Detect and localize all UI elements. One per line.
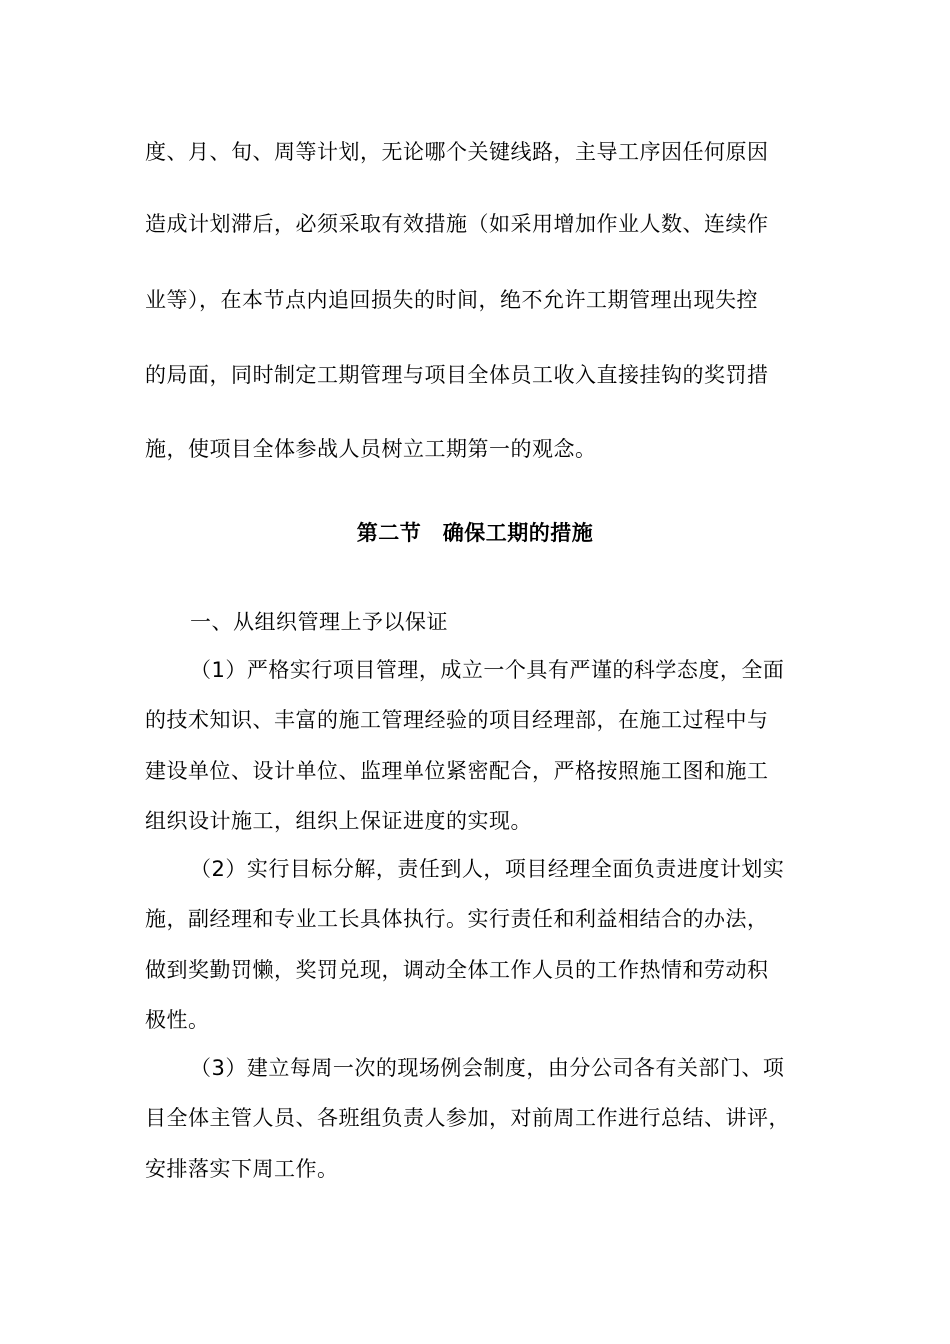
- item1-line: （1）严格实行项目管理，成立一个具有严谨的科学态度，全面: [190, 658, 785, 682]
- paragraph-line: 业等），在本节点内追回损失的时间，绝不允许工期管理出现失控: [145, 288, 758, 312]
- section-title: 第二节 确保工期的措施: [356, 521, 594, 545]
- item3-line: 目全体主管人员、各班组负责人参加，对前周工作进行总结、讲评，: [145, 1106, 790, 1130]
- paragraph-line: 造成计划滞后，必须采取有效措施（如采用增加作业人数、连续作: [145, 212, 769, 236]
- item1-line: 组织设计施工，组织上保证进度的实现。: [145, 809, 532, 833]
- paragraph-line: 施，使项目全体参战人员树立工期第一的观念。: [145, 437, 597, 461]
- item2-line: 极性。: [145, 1008, 210, 1032]
- item3-line: 安排落实下周工作。: [145, 1157, 339, 1181]
- item1-line: 建设单位、设计单位、监理单位紧密配合，严格按照施工图和施工: [145, 759, 769, 783]
- item2-line: 施，副经理和专业工长具体执行。实行责任和利益相结合的办法，: [145, 907, 769, 931]
- item2-line: （2）实行目标分解，责任到人，项目经理全面负责进度计划实: [190, 857, 785, 881]
- item1-line: 的技术知识、丰富的施工管理经验的项目经理部，在施工过程中与: [145, 708, 769, 732]
- paragraph-line: 的局面，同时制定工期管理与项目全体员工收入直接挂钩的奖罚措: [145, 363, 769, 387]
- paragraph-line: 度、月、旬、周等计划，无论哪个关键线路，主导工序因任何原因: [145, 140, 769, 164]
- item2-line: 做到奖勤罚懒，奖罚兑现，调动全体工作人员的工作热情和劳动积: [145, 958, 769, 982]
- item3-line: （3）建立每周一次的现场例会制度，由分公司各有关部门、项: [190, 1056, 785, 1080]
- subsection-title: 一、从组织管理上予以保证: [190, 610, 448, 634]
